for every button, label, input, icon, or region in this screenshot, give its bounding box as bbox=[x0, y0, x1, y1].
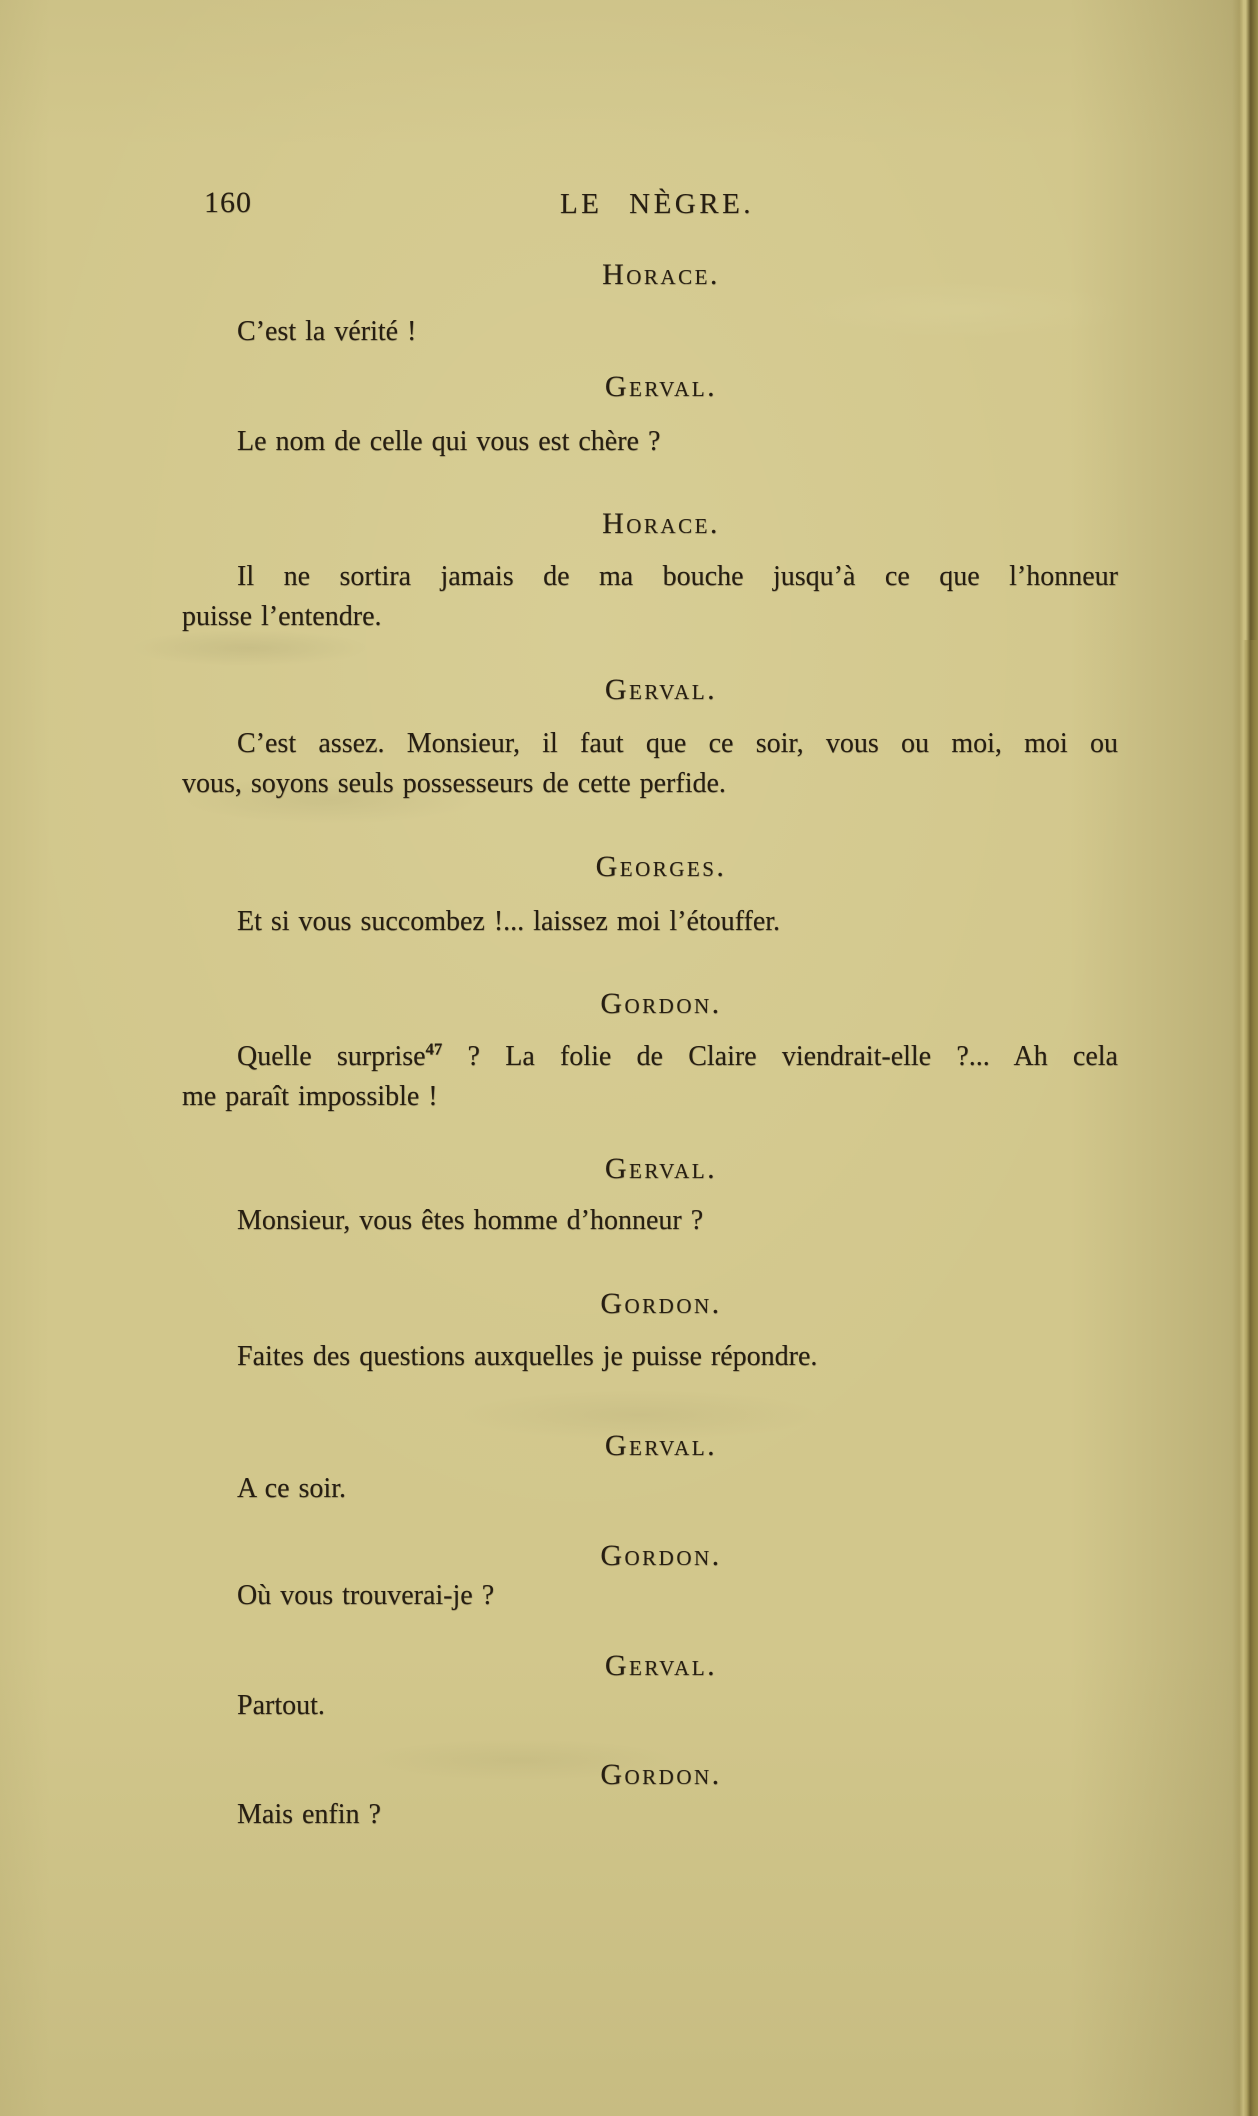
dialogue-line: C’est assez. Monsieur, il faut que ce soir, vous ou moi, moi ou bbox=[237, 728, 1118, 759]
speaker-heading: Gordon. bbox=[600, 1287, 722, 1320]
line-text: Quelle surprise bbox=[237, 1041, 426, 1072]
page-header bbox=[182, 186, 1118, 222]
book-page-edge bbox=[1232, 0, 1258, 2116]
speaker-heading: Gerval. bbox=[604, 370, 718, 403]
speaker-heading: Gerval. bbox=[604, 1429, 718, 1462]
dialogue-line: Mais enfin ? bbox=[237, 1799, 381, 1830]
speaker-heading: Gerval. bbox=[604, 673, 718, 706]
speaker-heading: Gordon. bbox=[600, 1758, 722, 1791]
dialogue-line: Partout. bbox=[237, 1690, 325, 1721]
speaker-heading: Gordon. bbox=[600, 1539, 722, 1572]
line-text: ? La folie de Claire viendrait-elle ?... Ah cela bbox=[442, 1041, 1118, 1072]
speaker-heading: Horace. bbox=[602, 258, 720, 291]
dialogue-line: Où vous trouverai-je ? bbox=[237, 1580, 495, 1611]
speaker-heading: Georges. bbox=[595, 850, 727, 883]
dialogue-line: me paraît impossible ! bbox=[182, 1081, 438, 1112]
dialogue-line bbox=[182, 1037, 1118, 1077]
dialogue-line: Il ne sortira jamais de ma bouche jusqu’à ce que l’honneur bbox=[237, 561, 1118, 592]
dialogue-line: A ce soir. bbox=[237, 1473, 346, 1504]
play-text bbox=[182, 255, 1118, 1835]
running-title: LE NÈGRE. bbox=[559, 188, 755, 220]
page-number: 160 bbox=[204, 186, 252, 219]
speaker-heading: Gerval. bbox=[604, 1152, 718, 1185]
dialogue-line: Faites des questions auxquelles je puisse répondre. bbox=[237, 1341, 818, 1372]
dialogue-line: Monsieur, vous êtes homme d’honneur ? bbox=[237, 1205, 704, 1236]
speaker-heading: Horace. bbox=[602, 507, 720, 540]
dialogue-line: vous, soyons seuls possesseurs de cette perfide. bbox=[182, 768, 726, 799]
dialogue-line: Et si vous succombez !... laissez moi l’étouffer. bbox=[237, 906, 781, 937]
speaker-heading: Gordon. bbox=[600, 987, 722, 1020]
dialogue-line: Le nom de celle qui vous est chère ? bbox=[237, 426, 661, 457]
speaker-heading: Gerval. bbox=[604, 1649, 718, 1682]
dialogue-line: puisse l’entendre. bbox=[182, 601, 382, 632]
footnote-ref: 47 bbox=[425, 1039, 443, 1059]
dialogue-line: C’est la vérité ! bbox=[237, 316, 417, 347]
